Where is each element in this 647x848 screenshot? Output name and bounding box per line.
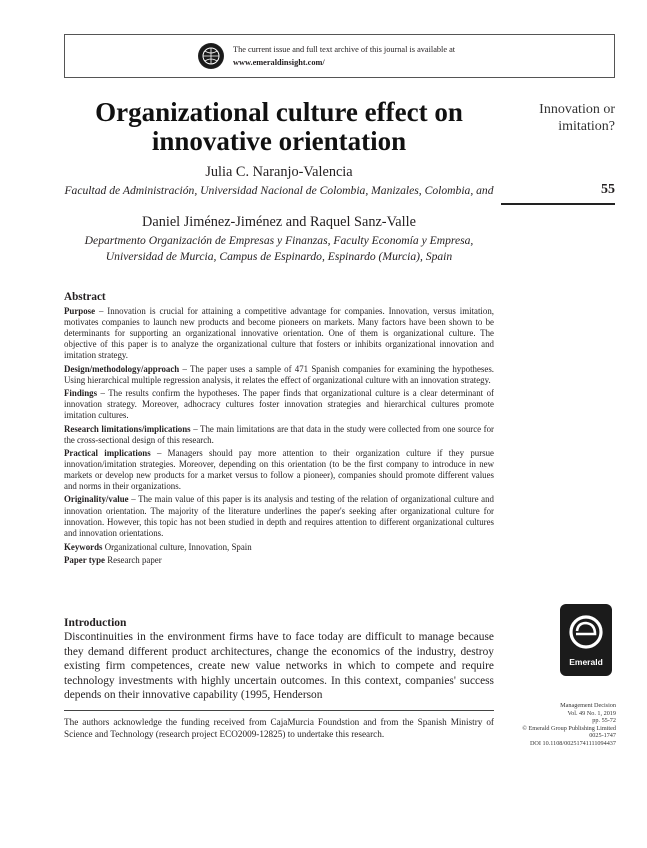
page-number-rule <box>501 203 615 205</box>
abstract-limitations <box>64 424 494 446</box>
paper-type-label: Paper type <box>64 555 105 566</box>
section-text: – The results confirm the hypotheses. The paper finds that organizational culture is a clear determinant of innovation strategy. Moreover, adhocracy cultures foster innovation strategies and hierarchical cultures promote imitation cultures. <box>64 388 494 421</box>
author-name-1: Julia C. Naranjo-Valencia <box>205 164 353 180</box>
banner-line: The current issue and full text archive of this journal is available at <box>233 45 456 54</box>
section-label: Findings <box>64 388 98 399</box>
abstract-practical <box>64 448 494 492</box>
section-label: Purpose <box>64 306 96 316</box>
page-range: pp. 55-72 <box>592 717 616 725</box>
abstract-originality <box>64 494 494 538</box>
section-label: Design/methodology/approach <box>64 363 180 374</box>
section-text: – The main limitations are that data in the study were collected from one source for the cross-sectional design of this research. <box>64 423 494 445</box>
abstract <box>64 291 494 568</box>
section-text: – The paper uses a sample of 471 Spanish companies for examining the hypotheses. Using hierarchical multiple regression analysis, it relates the effect of organizational culture with an innovation strategy. <box>64 363 494 385</box>
abstract-design <box>64 364 494 386</box>
footnote-divider <box>64 710 494 711</box>
acknowledgement-footnote: The authors acknowledge the funding received from CajaMurcia Foundstion and from the Spanish Ministry of Science and Technology (research project ECO2009-12825) to undertake this research. <box>64 717 494 739</box>
emerald-logo-label: Emerald <box>569 657 603 667</box>
issn: 0025-1747 <box>589 732 616 740</box>
journal-name: Management Decision <box>560 702 616 709</box>
section-label: Originality/value <box>64 494 129 505</box>
publication-info <box>480 702 616 748</box>
introduction-body: Discontinuities in the environment firms have to face today are difficult to manage because they demand different product architectures, change the economics of the industry, destroy existing firm competences, create new value networks in which to compete and require technology investments with highly uncertain outcomes. In this context, companies' success depends on their innovative capability (1995, Henderson <box>64 631 494 701</box>
banner-url-link[interactable]: www.emeraldinsight.com/ <box>233 58 325 67</box>
volume-issue: Vol. 49 No. 1, 2019 <box>567 709 616 717</box>
page-number: 55 <box>601 182 615 197</box>
article-title: Organizational culture effect on innovative orientation <box>95 97 463 156</box>
paper-type <box>64 555 494 566</box>
copyright: © Emerald Group Publishing Limited <box>522 724 616 732</box>
abstract-purpose <box>64 306 494 361</box>
author-affiliation-1: Facultad de Administración, Universidad Nacional de Colombia, Manizales, Colombia, and <box>64 184 494 197</box>
author-affiliation-2: Departmento Organización de Empresas y Finanzas, Faculty Economía y Empresa, Universidad de Murcia, Campus de Espinardo, Espinardo (Murcia), Spain <box>84 234 474 263</box>
abstract-findings <box>64 388 494 421</box>
doi: DOI 10.1108/00251741111094437 <box>529 739 616 747</box>
running-head: Innovation or imitation? <box>539 102 615 134</box>
author-name-2: Daniel Jiménez-Jiménez and Raquel Sanz-Valle <box>142 214 416 230</box>
section-text: – Managers should pay more attention to their organization culture if they pursue innovation/imitation strategies. Moreover, depending on this orientation (to be the first company to introduce in new markets or develop new products for a market versus to follow a pioneer), companies should promote different values and norms in their organizations. <box>64 447 494 492</box>
keywords <box>64 542 494 553</box>
section-label: Practical implications <box>64 447 151 458</box>
paper-type-text: Research paper <box>105 555 162 566</box>
keywords-text: Organizational culture, Innovation, Spain <box>102 541 252 552</box>
journal-globe-icon <box>198 43 224 69</box>
section-label: Research limitations/implications <box>64 423 191 434</box>
abstract-heading: Abstract <box>64 291 106 303</box>
section-text: – Innovation is crucial for attaining a competitive advantage for companies. Innovation, versus imitation, motivates companies to launch new products and become pioneers on markets. Many factors have been shown to be determinants for supporting an organizational innovative orientation. One of them is organizational culture. The objective of this paper is to analyze the organizational culture that fosters or inhibits organizational innovation and imitation strategy. <box>64 306 494 361</box>
section-text: – The main value of this paper is its analysis and testing of the relation of organizational culture and innovation orientation. The majority of the literature underlines the paper's seeking after organizational culture for innovation. However, this topic has not been studied in depth and requires attention to different organizational cultures and innovation orientations. <box>64 494 494 538</box>
keywords-label: Keywords <box>64 541 103 552</box>
banner-text <box>233 43 455 69</box>
introduction-heading: Introduction <box>64 617 127 629</box>
